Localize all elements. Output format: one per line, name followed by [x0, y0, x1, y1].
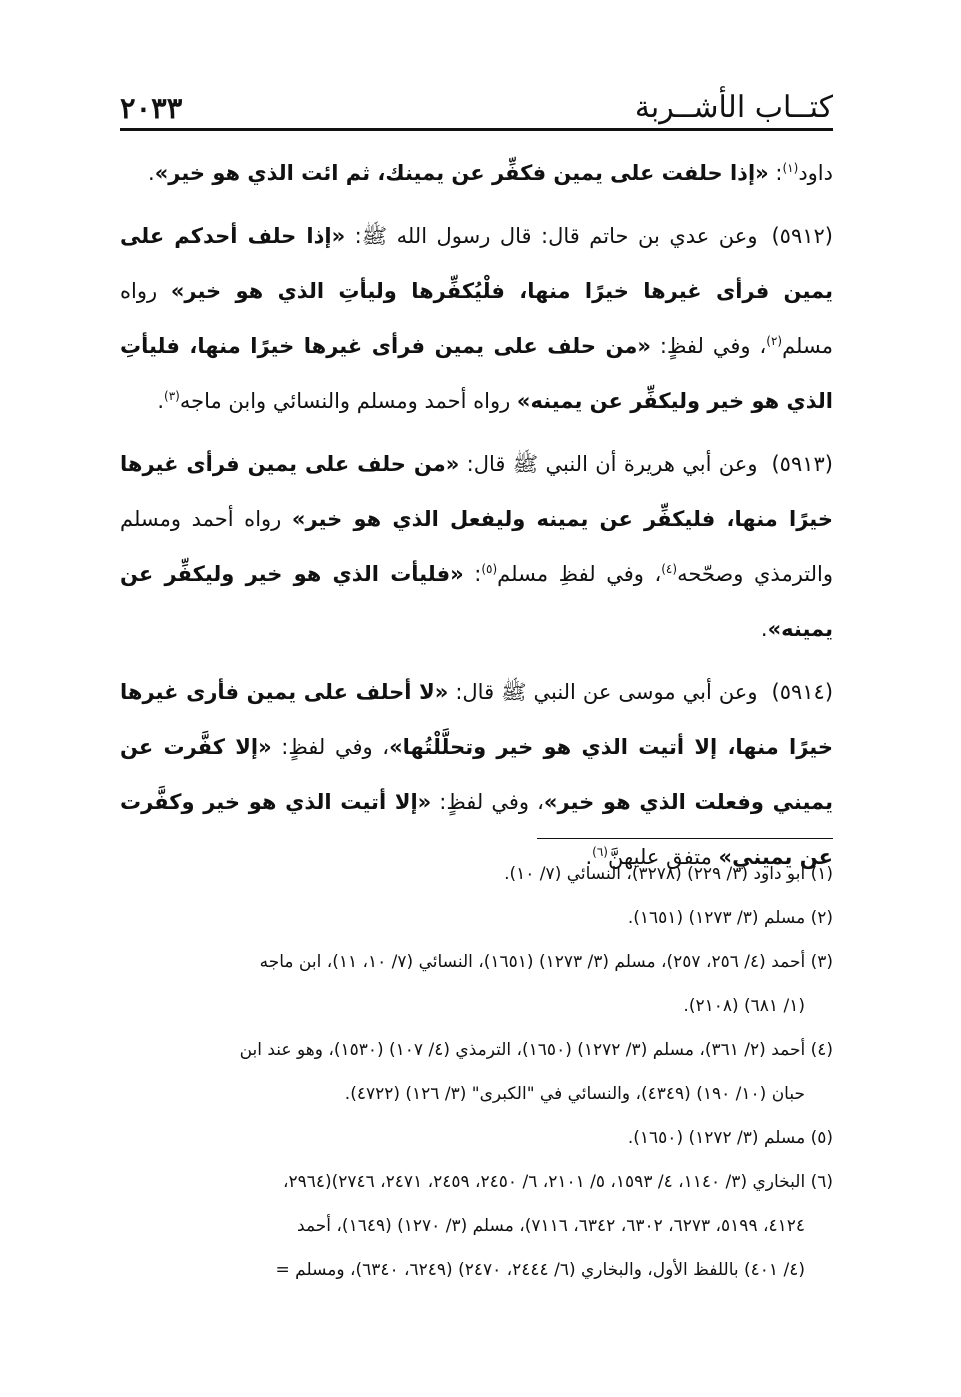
text-run: وعن عدي بن حاتم قال: قال رسول الله ﷺ: — [345, 224, 758, 248]
text-run: . — [157, 389, 164, 413]
text-run: رواه مسلم — [120, 279, 833, 358]
footnote-ref: (٥) — [481, 562, 498, 576]
footnote-line: حبان (١٠/ ١٩٠) (٤٣٤٩)، والنسائي في "الكبرى" (٣/ ١٢٦) (٤٧٢٢). — [344, 1084, 805, 1104]
text-run: داود — [798, 161, 833, 185]
hadith-5913 — [120, 437, 833, 657]
hadith-quote: «إلا كفَّرت عن يميني وفعلت الذي هو خير» — [120, 735, 833, 814]
footnote-line: (٢) مسلم (٣/ ١٢٧٣) (١٦٥١). — [627, 908, 833, 928]
footnote-ref: (٦) — [592, 845, 608, 859]
footnote-4 — [120, 1028, 833, 1116]
footnote-line: (١) أبو داود (٣/ ٢٢٩) (٣٢٧٨)، النسائي (٧/ ١٠). — [504, 864, 833, 884]
text-run: ، وفي لفظٍ: — [271, 735, 390, 759]
footnote-ref: (٢) — [766, 334, 783, 348]
paragraph-continuation — [120, 146, 833, 201]
chapter-title: كتــاب الأشــربة — [634, 90, 833, 125]
footnotes — [120, 852, 833, 1292]
footnote-line: (٥) مسلم (٣/ ١٢٧٢) (١٦٥٠). — [627, 1128, 833, 1148]
hadith-number: (٥٩١٢) — [771, 224, 833, 248]
text-run: : — [768, 161, 783, 185]
hadith-number: (٥٩١٣) — [771, 452, 833, 476]
text-run: . — [760, 617, 768, 641]
footnote-2 — [120, 896, 833, 940]
text-run: . — [585, 845, 593, 869]
hadith-quote: «فليأت الذي هو خير وليكفِّر عن يمينه» — [120, 562, 833, 641]
hadith-quote: «من حلف على يمين فرأى غيرها خيرًا منها، فليكفِّر عن يمينه وليفعل الذي هو خير» — [120, 452, 833, 531]
footnote-ref: (٤) — [661, 562, 678, 576]
text-run: ، وفي لفظِ مسلم — [497, 562, 662, 586]
footnote-5 — [120, 1116, 833, 1160]
footnote-line: (٣) أحمد (٤/ ٢٥٦، ٢٥٧)، مسلم (٣/ ١٢٧٣) (١٦٥١)، النسائي (٧/ ١٠، ١١)، ابن ماجه — [259, 952, 833, 972]
hadith-quote: «من حلف على يمين فرأى غيرها خيرًا منها، فليأتِ الذي هو خير وليكفِّر عن يمينه» — [120, 334, 833, 413]
text-run: رواه أحمد ومسلم والترمذي وصحّحه — [120, 507, 833, 586]
footnote-ref: (٣) — [164, 389, 180, 403]
text-run: ، وفي لفظٍ: — [651, 334, 767, 358]
hadith-quote: «إذا حلفت على يمين فكفِّر عن يمينك، ثم ائت الذي هو خير» — [154, 161, 769, 185]
hadith-number: (٥٩١٤) — [771, 680, 834, 704]
footnote-3 — [120, 940, 833, 1028]
page-header — [120, 84, 833, 131]
hadith-quote: «لا أحلف على يمين فأرى غيرها خيرًا منها، إلا أتيت الذي هو خير وتحلَّلْتُها» — [120, 680, 833, 759]
footnote-1 — [120, 852, 833, 896]
main-text — [120, 146, 833, 893]
page-number: ٢٠٣٣ — [120, 91, 183, 125]
footnote-ref: (١) — [782, 161, 799, 175]
text-run: وعن أبي موسى عن النبي ﷺ قال: — [448, 680, 758, 704]
footnote-6 — [120, 1160, 833, 1292]
hadith-quote: «إذا حلف أحدكم على يمين فرأى غيرها خيرًا منها، فلْيُكفِّرها وليأتِ الذي هو خير» — [120, 224, 833, 303]
text-run: : — [463, 562, 482, 586]
footnote-separator — [537, 838, 833, 839]
text-run: متفق عليهنَّ — [607, 845, 719, 869]
footnote-line: (١/ ٦٨١) (٢١٠٨). — [683, 996, 805, 1016]
footnote-line: ٤١٢٤، ٥١٩٩، ٦٢٧٣، ٦٣٠٢، ٦٣٤٢، ٧١١٦)، مسلم (٣/ ١٢٧٠) (١٦٤٩)، أحمد — [297, 1216, 805, 1236]
text-run: رواه أحمد ومسلم والنسائي وابن ماجه — [179, 389, 517, 413]
text-run: وعن أبي هريرة أن النبي ﷺ قال: — [459, 452, 758, 476]
hadith-5912 — [120, 209, 833, 429]
text-run: ، وفي لفظٍ: — [431, 790, 544, 814]
footnote-line: (٦) البخاري (٣/ ١١٤٠، ٤/ ١٥٩٣، ٥/ ٢١٠١، ٦/ ٢٤٥٠، ٢٤٥٩، ٢٤٧١، ٢٧٤٦)(٢٩٦٤، — [282, 1172, 833, 1192]
footnote-line: (٤/ ٤٠١) باللفظ الأول، والبخاري (٦/ ٢٤٤٤، ٢٤٧٠) (٦٢٤٩، ٦٣٤٠)، ومسلم = — [275, 1260, 805, 1280]
text-run: . — [148, 161, 155, 185]
footnote-line: (٤) أحمد (٢/ ٣٦١)، مسلم (٣/ ١٢٧٢) (١٦٥٠)، الترمذي (٤/ ١٠٧) (١٥٣٠)، وهو عند ابن — [239, 1040, 833, 1060]
hadith-quote: «إلا أتيت الذي هو خير وكفَّرت عن يميني» — [120, 790, 833, 869]
